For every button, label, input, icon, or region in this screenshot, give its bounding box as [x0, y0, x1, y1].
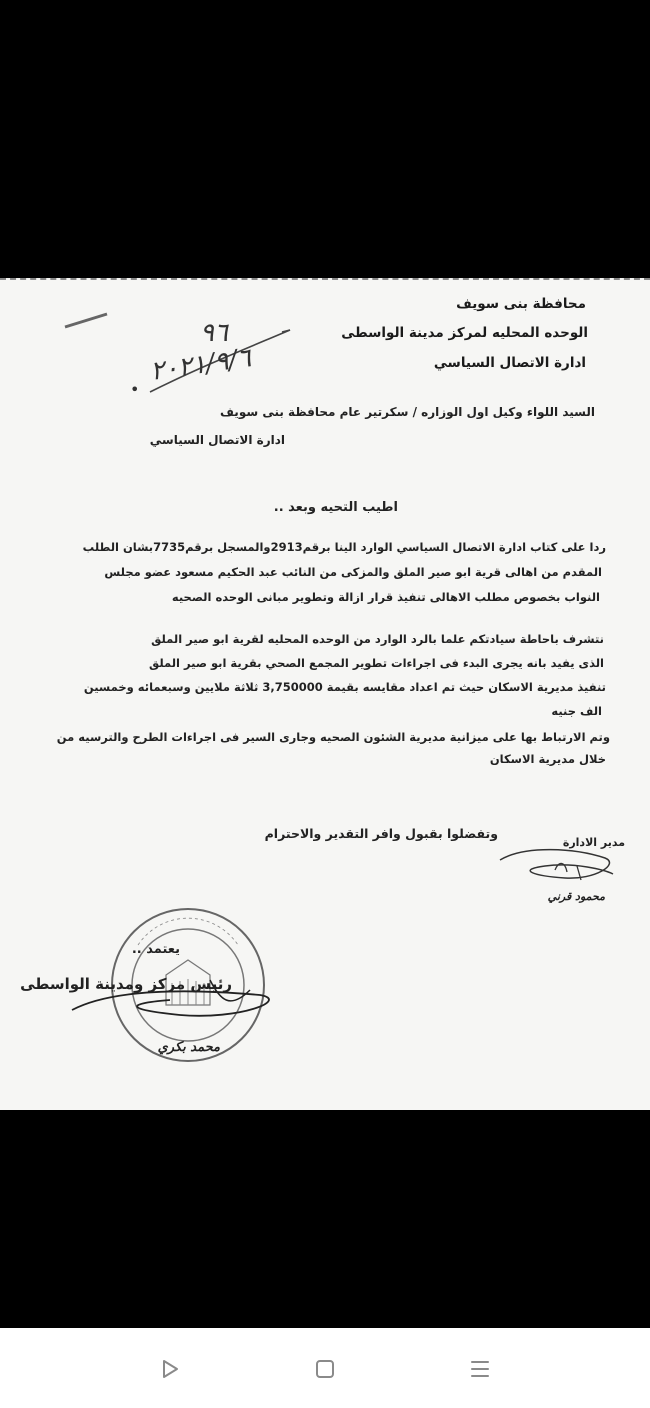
- approval-name: محمد بكري: [157, 1040, 220, 1055]
- paragraph1-line1: ردا على كتاب ادارة الاتصال السياسي الوارد الينا برقم2913والمسجل برقم7735بشان الطلب: [82, 540, 606, 554]
- local-unit-name: الوحده المحليه لمركز مدينة الواسطى: [341, 325, 588, 341]
- menu-lines-icon: [469, 1358, 491, 1380]
- paper-top-edge: [0, 278, 650, 288]
- back-button[interactable]: [150, 1354, 190, 1384]
- approval-title: رئيس مركز ومدينة الواسطى: [20, 975, 232, 993]
- approval-signature: [60, 960, 290, 1040]
- paragraph1-line2: المقدم من اهالى قرية ابو صير الملق والمزكى من النائب عبد الحكيم مسعود عضو مجلس: [104, 565, 602, 579]
- paragraph1-line3: النواب بخصوص مطلب الاهالى تنفيذ قرار ازالة وتطوير مبانى الوحده الصحيه: [171, 590, 600, 604]
- closing-line: وتفضلوا بقبول وافر التقدير والاحترام: [264, 826, 498, 841]
- governorate-name: محافظة بنى سويف: [456, 296, 586, 312]
- greeting: اطيب التحيه وبعد ..: [273, 500, 398, 515]
- handwritten-date: ٢٠٢١/٩/٦: [148, 343, 253, 387]
- menu-button[interactable]: [460, 1354, 500, 1384]
- play-triangle-icon: [159, 1358, 181, 1380]
- paragraph2-line2: الذى يفيد بانه يجرى البدء فى اجراءات تطوير المجمع الصحي بقرية ابو صير الملق: [148, 656, 604, 670]
- paragraph2-line4: الف جنيه: [551, 704, 602, 718]
- handwritten-dot: •: [130, 380, 140, 399]
- home-button[interactable]: [305, 1354, 345, 1384]
- approval-label: يعتمد ..: [131, 942, 180, 957]
- addressee-department: ادارة الاتصال السياسي: [149, 433, 285, 447]
- addressee-line: السيد اللواء وكيل اول الوزاره / سكرتير عام محافظة بنى سويف: [220, 405, 595, 419]
- paragraph2-line5: وتم الارتباط بها على ميزانية مديرية الشئون الصحيه وجارى السير فى اجراءات الطرح والترسيه من: [56, 730, 610, 744]
- paragraph2-line6: خلال مديرية الاسكان: [489, 752, 606, 766]
- paragraph2-line3: تنفيذ مديرية الاسكان حيث تم اعداد مقايسه بقيمة 3,750000 ثلاثة ملايين وسبعمائه وخمسين: [83, 680, 606, 694]
- handwritten-ref-number: ٩٦: [200, 318, 228, 348]
- department-manager-name: محمود قرني: [547, 890, 605, 903]
- paragraph2-line1: نتشرف باحاطة سيادتكم علما بالرد الوارد من الوحده المحليه لقرية ابو صير الملق: [151, 632, 604, 646]
- department-name: ادارة الاتصال السياسي: [433, 355, 586, 371]
- pen-stroke-mark: [62, 310, 112, 332]
- department-manager-title: مدير الادارة: [562, 836, 625, 849]
- square-icon: [314, 1358, 336, 1380]
- system-navigation-bar: [0, 1328, 650, 1408]
